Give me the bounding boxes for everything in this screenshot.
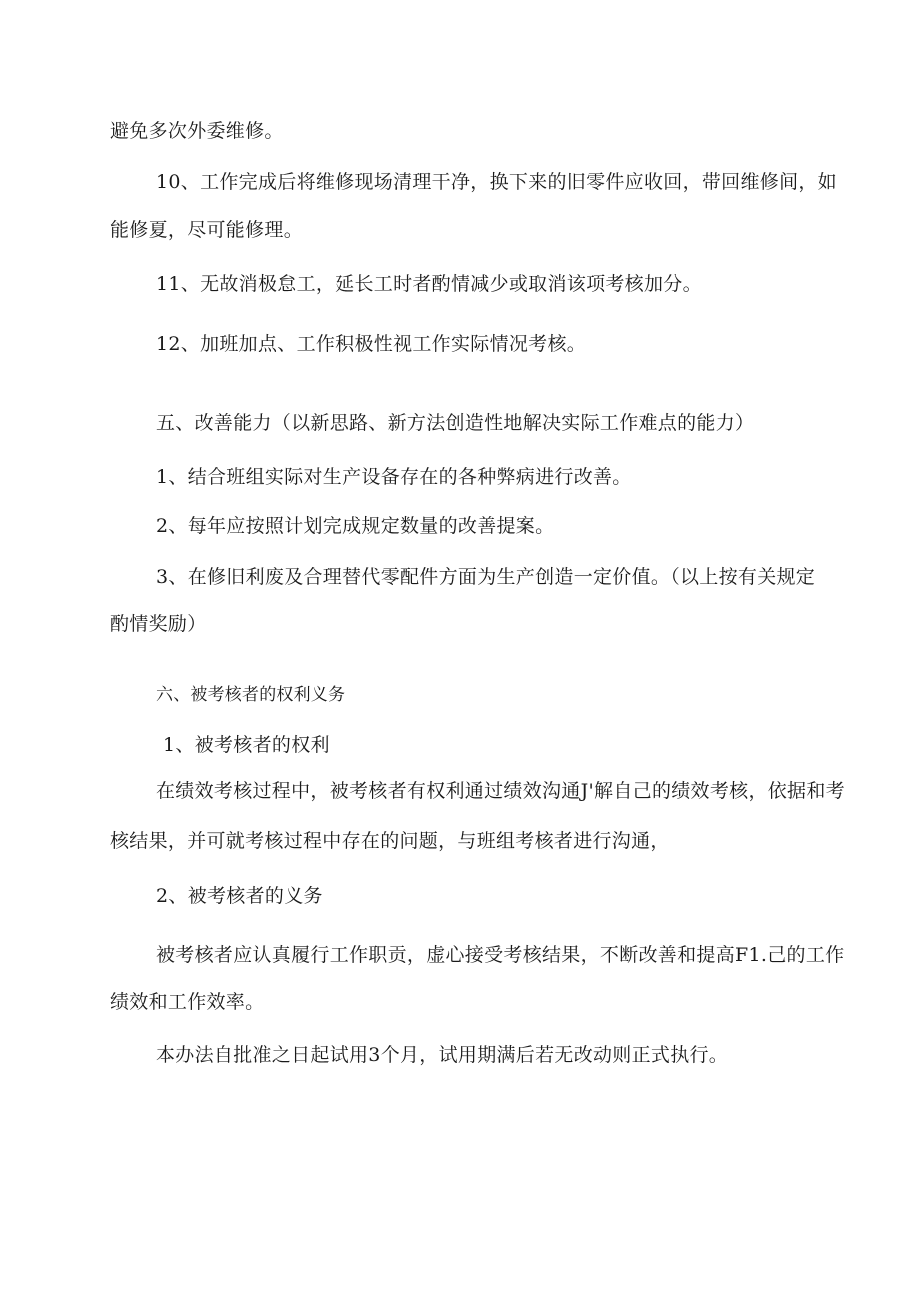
subheading-rights: 1、被考核者的权利 — [163, 734, 330, 756]
paragraph-obligations-line1: 被考核者应认真履行工作职贡，虚心接受考核结果，不断改善和提高F1.己的工作 — [156, 944, 845, 966]
list-item-5-1: 1、结合班组实际对生产设备存在的各种弊病进行改善。 — [156, 466, 632, 488]
paragraph-obligations-line2: 绩效和工作效率。 — [110, 991, 265, 1013]
paragraph-rights-line2: 核结果，并可就考核过程中存在的问题，与班组考核者进行沟通， — [110, 830, 670, 852]
list-item-11: 11、无故消极怠工，延长工时者酌情减少或取消该项考核加分。 — [156, 273, 702, 295]
paragraph-line: 避免多次外委维修。 — [110, 120, 284, 142]
section-heading-6: 六、被考核者的权利义务 — [156, 685, 346, 705]
list-item-10-continued: 能修夏，尽可能修理。 — [110, 219, 304, 241]
list-item-5-3-continued: 酌情奖励） — [110, 613, 207, 635]
paragraph-rights-line1: 在绩效考核过程中，被考核者有权利通过绩效沟通J'解自己的绩效考核，依据和考 — [156, 780, 845, 802]
list-item-5-2: 2、每年应按照计划完成规定数量的改善提案。 — [156, 515, 555, 537]
closing-paragraph: 本办法自批准之日起试用3个月，试用期满后若无改动则正式执行。 — [156, 1044, 729, 1066]
list-item-5-3: 3、在修旧利废及合理替代零配件方面为生产创造一定价值。（以上按有关规定 — [156, 566, 816, 588]
subheading-obligations: 2、被考核者的义务 — [156, 885, 323, 907]
list-item-12: 12、加班加点、工作积极性视工作实际情况考核。 — [156, 333, 587, 355]
list-item-10: 10、工作完成后将维修现场清理干净，换下来的旧零件应收回，带回维修间，如 — [156, 171, 837, 193]
section-heading-5: 五、改善能力（以新思路、新方法创造性地解决实际工作难点的能力） — [156, 412, 755, 434]
